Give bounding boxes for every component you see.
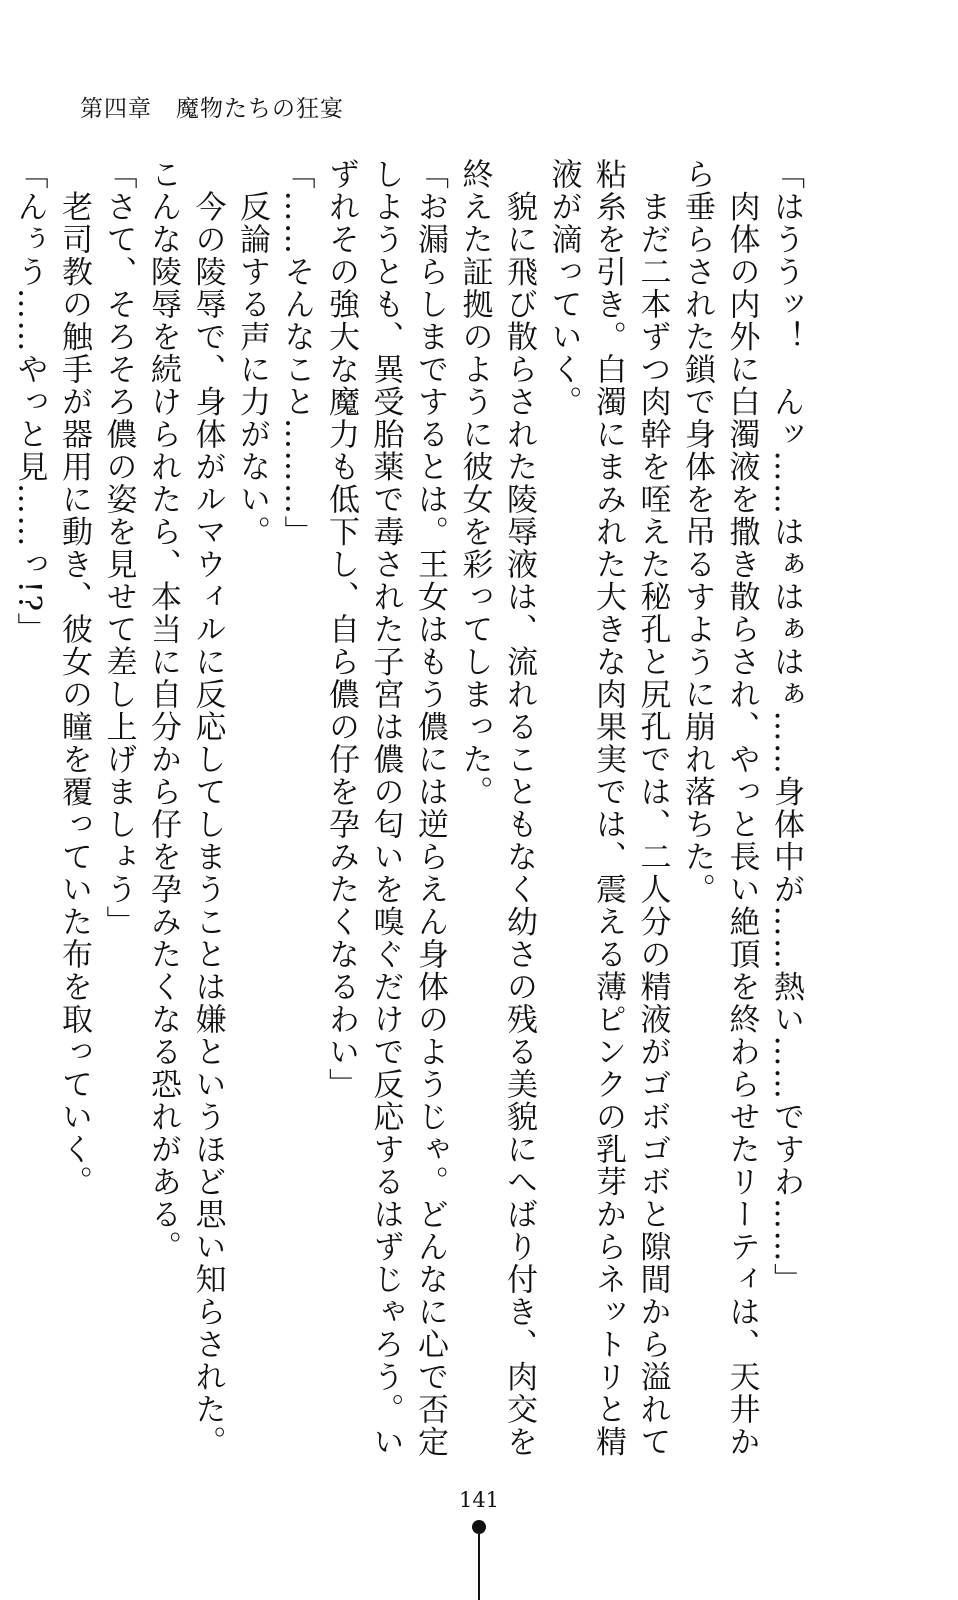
body-text [7,158,808,1458]
page-marker [468,1520,490,1600]
page-marker-dot [472,1520,486,1534]
text-line: 貌に飛び散らされた陵辱液は、流れることもなく幼さの残る美貌にへばり付き、肉交を [501,158,537,1458]
page-marker-line [478,1534,480,1600]
text-line: 「んぅう……やっと見……っ!?」 [11,158,48,646]
text-line: 「さて、そろそろ儂の姿を見せて差し上げましょう」 [100,158,137,938]
text-line: しようとも、異受胎薬で毒された子宮は儂の匂いを嗅ぐだけで反応するはずじゃろう。い [367,158,404,1458]
text-line: 終えた証拠のように彼女を彩ってしまった。 [456,158,493,808]
text-line: 粘糸を引き。白濁にまみれた大きな肉果実では、震える薄ピンクの乳芽からネットリと精 [590,158,626,1458]
text-line: 反論する声に力がない。 [234,158,270,548]
text-line: こんな陵辱を続けられたら、本当に自分から仔を孕みたくなる恐れがある。 [145,158,181,1263]
text-line: 「はううッ！ んッ……はぁはぁはぁ……身体中が……熱い……ですわ……」 [768,158,804,1296]
page-footer [0,1488,958,1512]
text-line: ら垂らされた鎖で身体を吊るすように崩れ落ちた。 [679,158,715,906]
chapter-title: 第四章 魔物たちの狂宴 [80,96,344,122]
text-line: まだ二本ずつ肉幹を咥えた秘孔と尻孔では、二人分の精液がゴボゴボと隙間から溢れて [634,158,671,1458]
page-number: 141 [458,1488,500,1512]
text-line: 老司教の触手が器用に動き、彼女の瞳を覆っていた布を取っていく。 [56,158,92,1198]
text-line: 「お漏らしまでするとは。王女はもう儂には逆らえん身体のようじゃ。どんなに心で否定 [412,158,448,1458]
text-line: 今の陵辱で、身体がルマウィルに反応してしまうことは嫌というほど思い知らされた。 [189,158,226,1458]
text-line: 液が滴っていく。 [545,158,582,418]
text-line: 「……そんなこと………」 [278,158,315,548]
text-line: ずれその強大な魔力も低下し、自ら儂の仔を孕みたくなるわい」 [323,158,359,1101]
text-line: 肉体の内外に白濁液を撒き散らされ、やっと長い絶頂を終わらせたリーティは、天井か [723,158,760,1458]
